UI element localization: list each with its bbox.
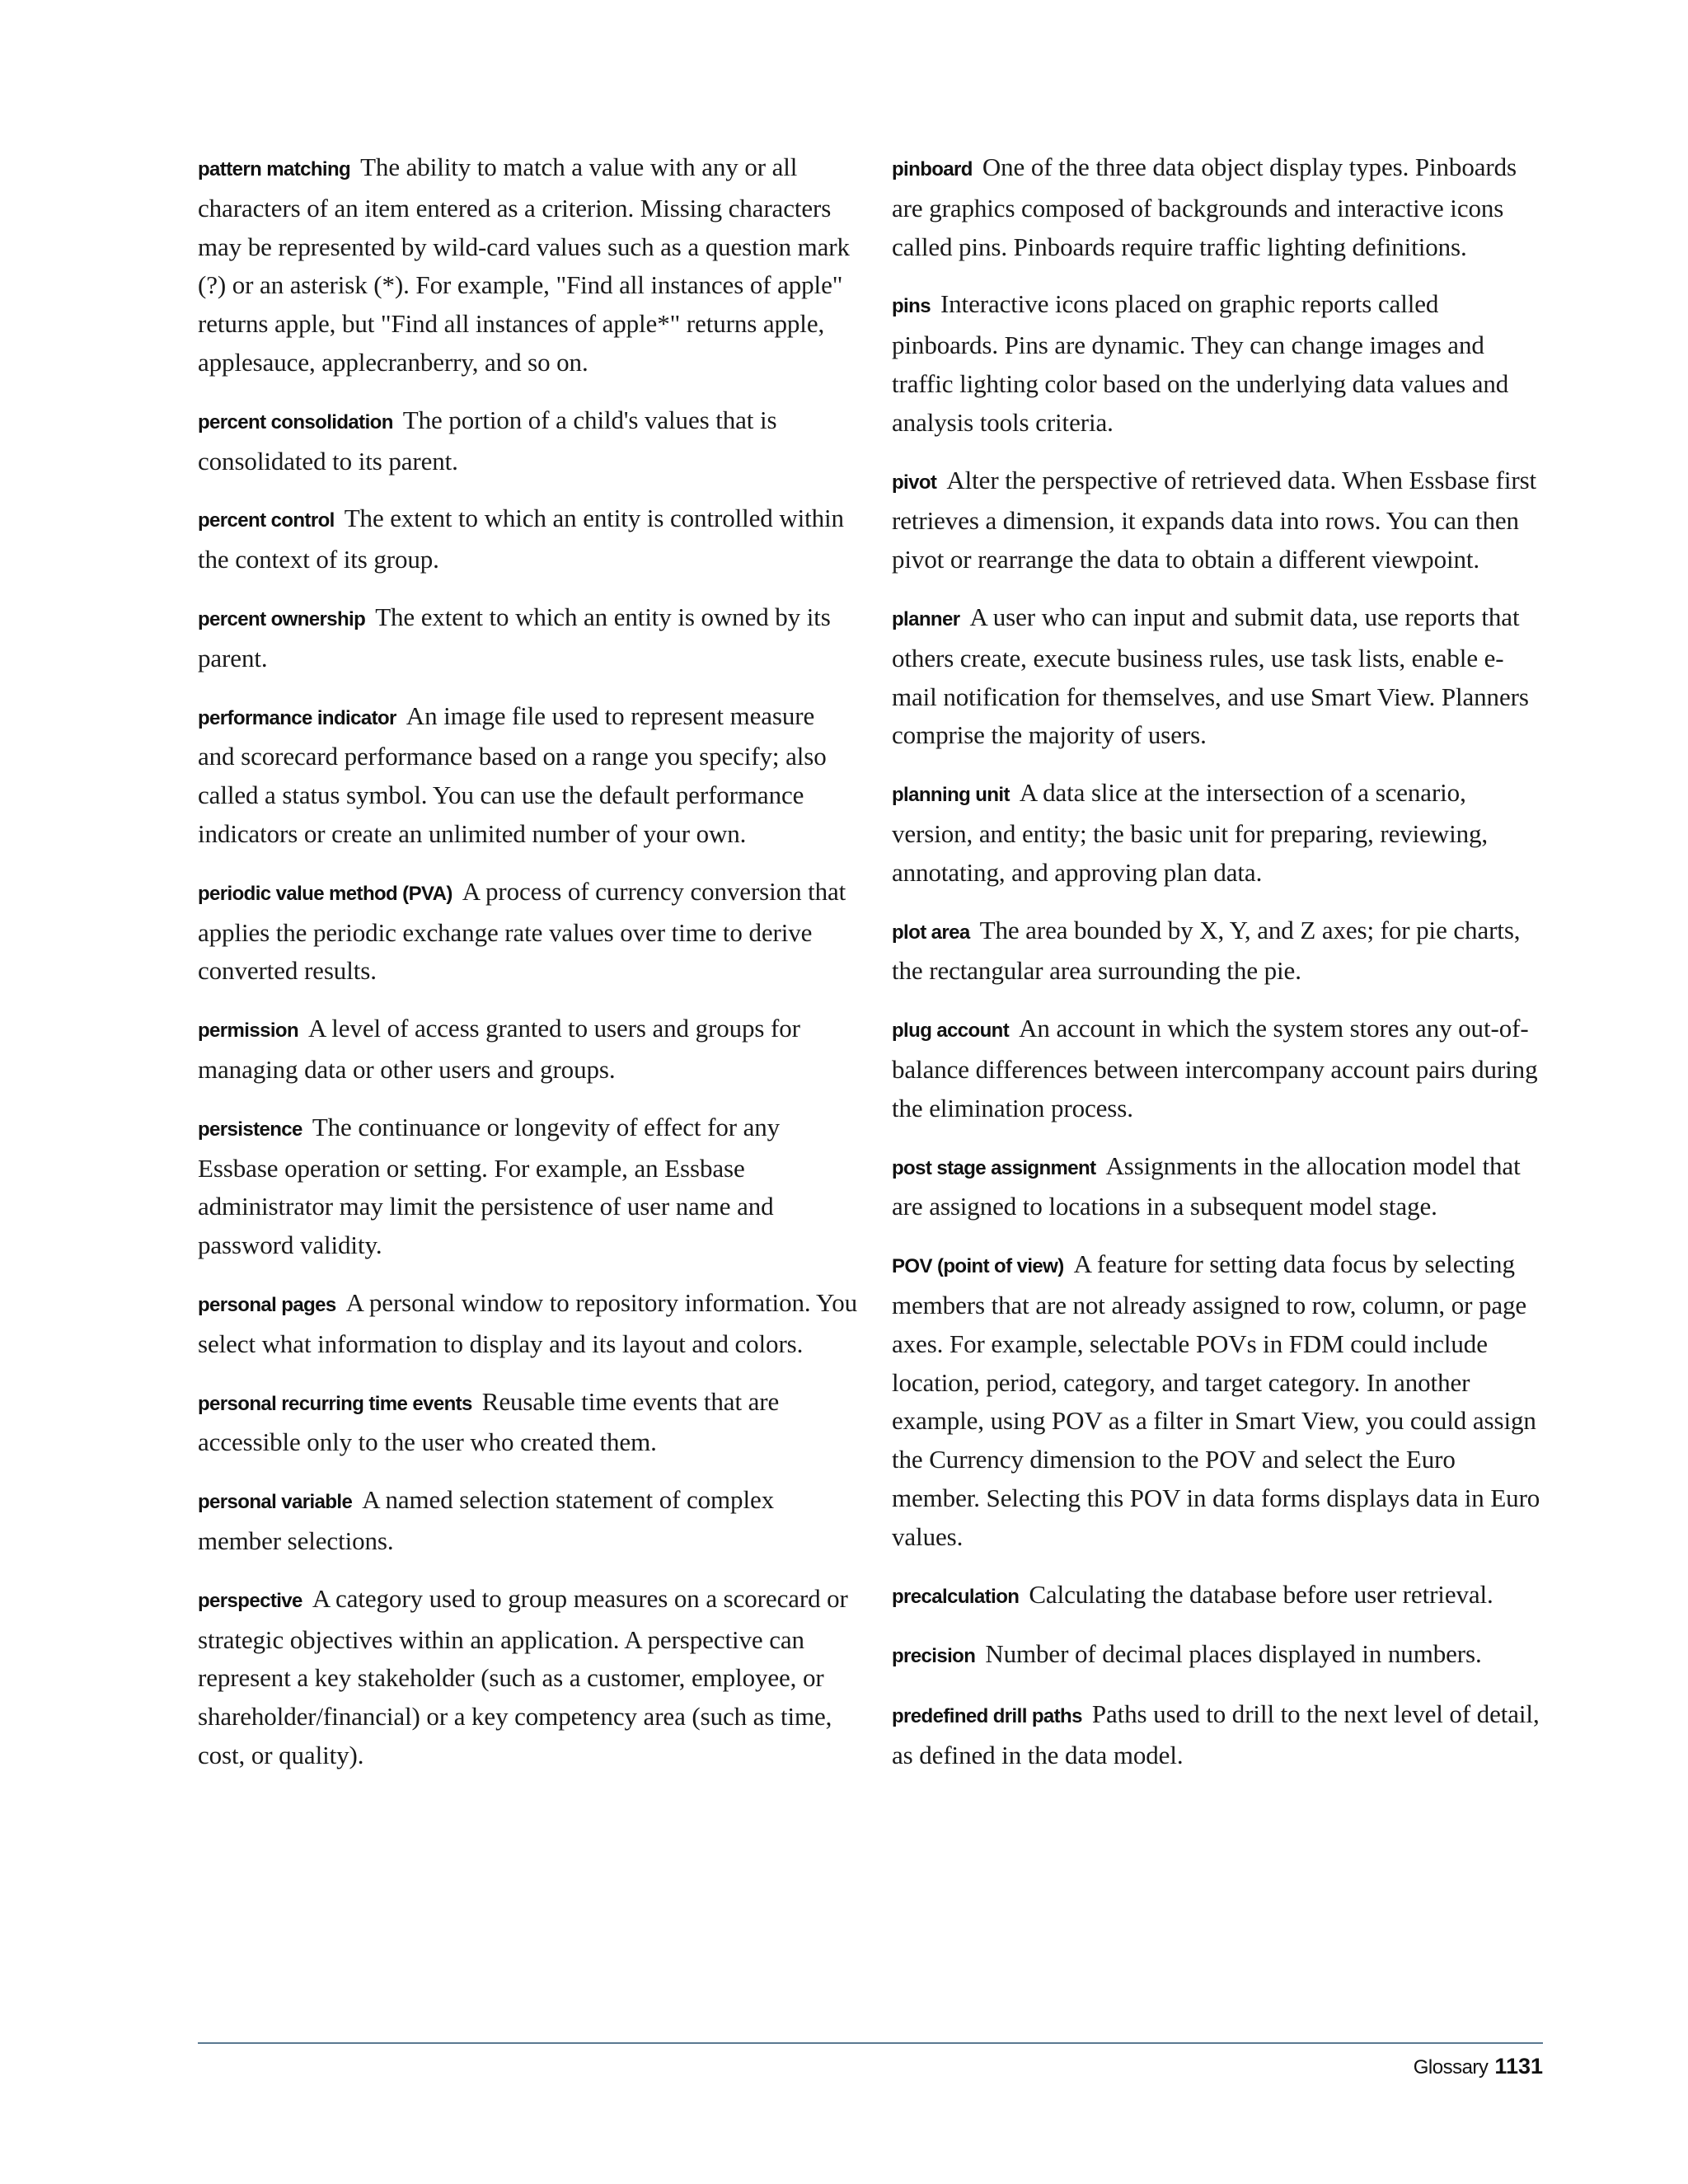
glossary-entry <box>892 148 1543 266</box>
glossary-entry <box>198 1010 857 1090</box>
glossary-term: performance indicator <box>198 706 396 729</box>
glossary-term: POV (point of view) <box>892 1255 1064 1278</box>
glossary-column-left <box>198 148 857 1794</box>
glossary-definition: Interactive icons placed on graphic reports called pinboards. Pins are dynamic. They can change images and traffic lighting color based on the underlying data values and analysis tools criteria. <box>892 289 1509 437</box>
glossary-definition: The portion of a child's values that is consolidated to its parent. <box>198 405 777 476</box>
page-number: 1131 <box>1494 2054 1543 2079</box>
glossary-entry <box>198 1383 857 1463</box>
glossary-definition: The continuance or longevity of effect for any Essbase operation or setting. For example, an Essbase administrator may limit the persistence of user name and password validity. <box>198 1112 781 1260</box>
glossary-definition: Alter the perspective of retrieved data. When Essbase first retrieves a dimension, it expands data into rows. You can then pivot or rearrange the data to obtain a different viewpoint. <box>892 465 1537 574</box>
glossary-entry <box>892 774 1543 892</box>
glossary-entry <box>892 1245 1543 1556</box>
glossary-definition: A process of currency conversion that applies the periodic exchange rate values over time to derive converted results. <box>198 876 846 986</box>
glossary-term: planner <box>892 607 960 630</box>
glossary-definition: A user who can input and submit data, use reports that others create, execute business rules, use task lists, enable e-mail notification for themselves, and use Smart View. Planners comprise the majority of users. <box>892 602 1529 750</box>
glossary-term: pins <box>892 295 931 318</box>
glossary-term: percent control <box>198 509 335 532</box>
glossary-definition: An account in which the system stores any out-of-balance differences between intercompany account pairs during the elimination process. <box>892 1014 1538 1122</box>
glossary-term: personal recurring time events <box>198 1392 472 1415</box>
page-footer <box>1414 2054 1543 2079</box>
glossary-entry <box>198 873 857 991</box>
glossary-term: pattern matching <box>198 158 351 180</box>
glossary-definition: The extent to which an entity is owned by its parent. <box>198 602 831 673</box>
glossary-definition: Assignments in the allocation model that are assigned to locations in a subsequent model stage. <box>892 1151 1521 1221</box>
glossary-term: personal variable <box>198 1491 353 1514</box>
glossary-entry <box>892 285 1543 442</box>
glossary-term: percent consolidation <box>198 410 393 434</box>
glossary-definition: A named selection statement of complex member selections. <box>198 1485 775 1555</box>
glossary-entry <box>198 1108 857 1265</box>
glossary-definition: One of the three data object display types. Pinboards are graphics composed of backgrounds and interactive icons called pins. Pinboards require traffic lighting definitions. <box>892 152 1517 261</box>
glossary-definition: The area bounded by X, Y, and Z axes; for pie charts, the rectangular area surrounding the pie. <box>892 915 1521 986</box>
footer-divider <box>198 2042 1543 2044</box>
glossary-term: personal pages <box>198 1293 336 1316</box>
glossary-term: pivot <box>892 471 937 494</box>
glossary-definition: A data slice at the intersection of a scenario, version, and entity; the basic unit for preparing, reviewing, annotating, and approving plan data. <box>892 778 1489 887</box>
glossary-term: post stage assignment <box>892 1156 1096 1179</box>
glossary-entry <box>198 697 857 854</box>
glossary-term: percent ownership <box>198 607 366 630</box>
glossary-entry <box>892 912 1543 991</box>
glossary-term: perspective <box>198 1589 302 1612</box>
glossary-definition: A category used to group measures on a scorecard or strategic objectives within an application. A perspective can represent a key stakeholder (such as a customer, employee, or shareholder/financial) or a key competency area (such as time, cost, or quality). <box>198 1583 848 1769</box>
glossary-definition: A feature for setting data focus by selecting members that are not already assigned to row, column, or page axes. For example, selectable POVs in FDM could include location, period, category, and target category. In another example, using POV as a filter in Smart View, you could assign the Currency dimension to the POV and select the Euro member. Selecting this POV in data forms displays data in Euro values. <box>892 1249 1540 1551</box>
footer-section-label: Glossary <box>1413 2056 1489 2079</box>
glossary-definition: The ability to match a value with any or all characters of an item entered as a criterion. Missing characters may be represented by wild-card values such as a question mark (?) or an asterisk (*). For example, "Find all instances of apple" returns apple, but "Find all instances of apple*" returns apple, applesauce, applecranberry, and so on. <box>198 152 850 377</box>
glossary-term: pinboard <box>892 158 973 180</box>
glossary-term: plot area <box>892 921 970 944</box>
glossary-entry <box>198 1284 857 1364</box>
glossary-term: persistence <box>198 1118 302 1141</box>
glossary-term: permission <box>198 1019 299 1043</box>
glossary-entry <box>892 1635 1543 1676</box>
glossary-entry <box>198 401 857 481</box>
glossary-definition: A level of access granted to users and groups for managing data or other users and groups. <box>198 1014 800 1084</box>
glossary-column-right <box>892 148 1543 1794</box>
glossary-term: planning unit <box>892 784 1010 807</box>
glossary-term: periodic value method (PVA) <box>198 882 452 905</box>
glossary-definition: Paths used to drill to the next level of detail, as defined in the data model. <box>892 1699 1540 1769</box>
glossary-definition: The extent to which an entity is controlled within the context of its group. <box>198 504 844 574</box>
glossary-definition: A personal window to repository information. You select what information to display and its layout and colors. <box>198 1287 858 1358</box>
glossary-term: predefined drill paths <box>892 1705 1082 1728</box>
glossary-definition: Calculating the database before user retrieval. <box>1029 1579 1493 1609</box>
glossary-entry <box>892 462 1543 579</box>
glossary-entry <box>198 148 857 382</box>
glossary-entry <box>892 1010 1543 1127</box>
glossary-entry <box>198 1481 857 1561</box>
glossary-entry <box>892 1147 1543 1227</box>
glossary-entry <box>892 1695 1543 1775</box>
glossary-entry <box>198 1580 857 1775</box>
glossary-definition: Reusable time events that are accessible only to the user who created them. <box>198 1386 780 1457</box>
glossary-term: precision <box>892 1645 976 1668</box>
glossary-term: plug account <box>892 1019 1010 1043</box>
glossary-entry <box>892 598 1543 755</box>
glossary-entry <box>198 499 857 579</box>
glossary-definition: Number of decimal places displayed in numbers. <box>985 1639 1482 1669</box>
glossary-term: precalculation <box>892 1585 1020 1608</box>
glossary-entry <box>892 1576 1543 1617</box>
glossary-entry <box>198 598 857 678</box>
glossary-definition: An image file used to represent measure and scorecard performance based on a range you specify; also called a status symbol. You can use the default performance indicators or create an unlimited number of your own. <box>198 701 827 848</box>
